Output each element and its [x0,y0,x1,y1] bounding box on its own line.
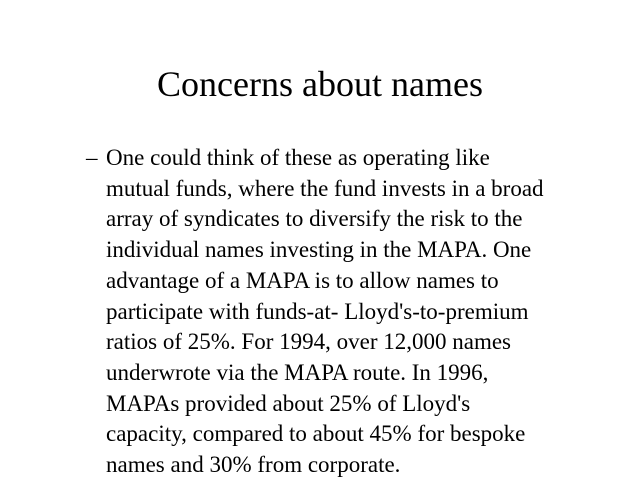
bullet-line: underwrote via the MAPA route. In 1996, [106,359,489,385]
bullet-line: ratios of 25%. For 1994, over 12,000 names [106,329,511,355]
bullet-line: mutual funds, where the fund invests in a broad [106,175,544,201]
bullet-line: individual names investing in the MAPA. One [106,237,532,263]
bullet-line: capacity, compared to about 45% for bespoke [106,421,526,447]
bullet-dash: – [86,145,98,170]
bullet-line: One could think of these as operating like [106,145,490,170]
bullet-line: MAPAs provided about 25% of Lloyd's [106,390,471,416]
bullet-line: names and 30% from corporate. [106,452,401,478]
bullet-text [106,143,586,481]
bullet-line: advantage of a MAPA is to allow names to [106,267,499,293]
bullet-line: participate with funds-at- Lloyd's-to-premium [106,298,529,324]
slide-title: Concerns about names [157,64,483,104]
bullet-line: array of syndicates to diversify the risk to the [106,206,523,232]
bullet-item [86,143,586,481]
